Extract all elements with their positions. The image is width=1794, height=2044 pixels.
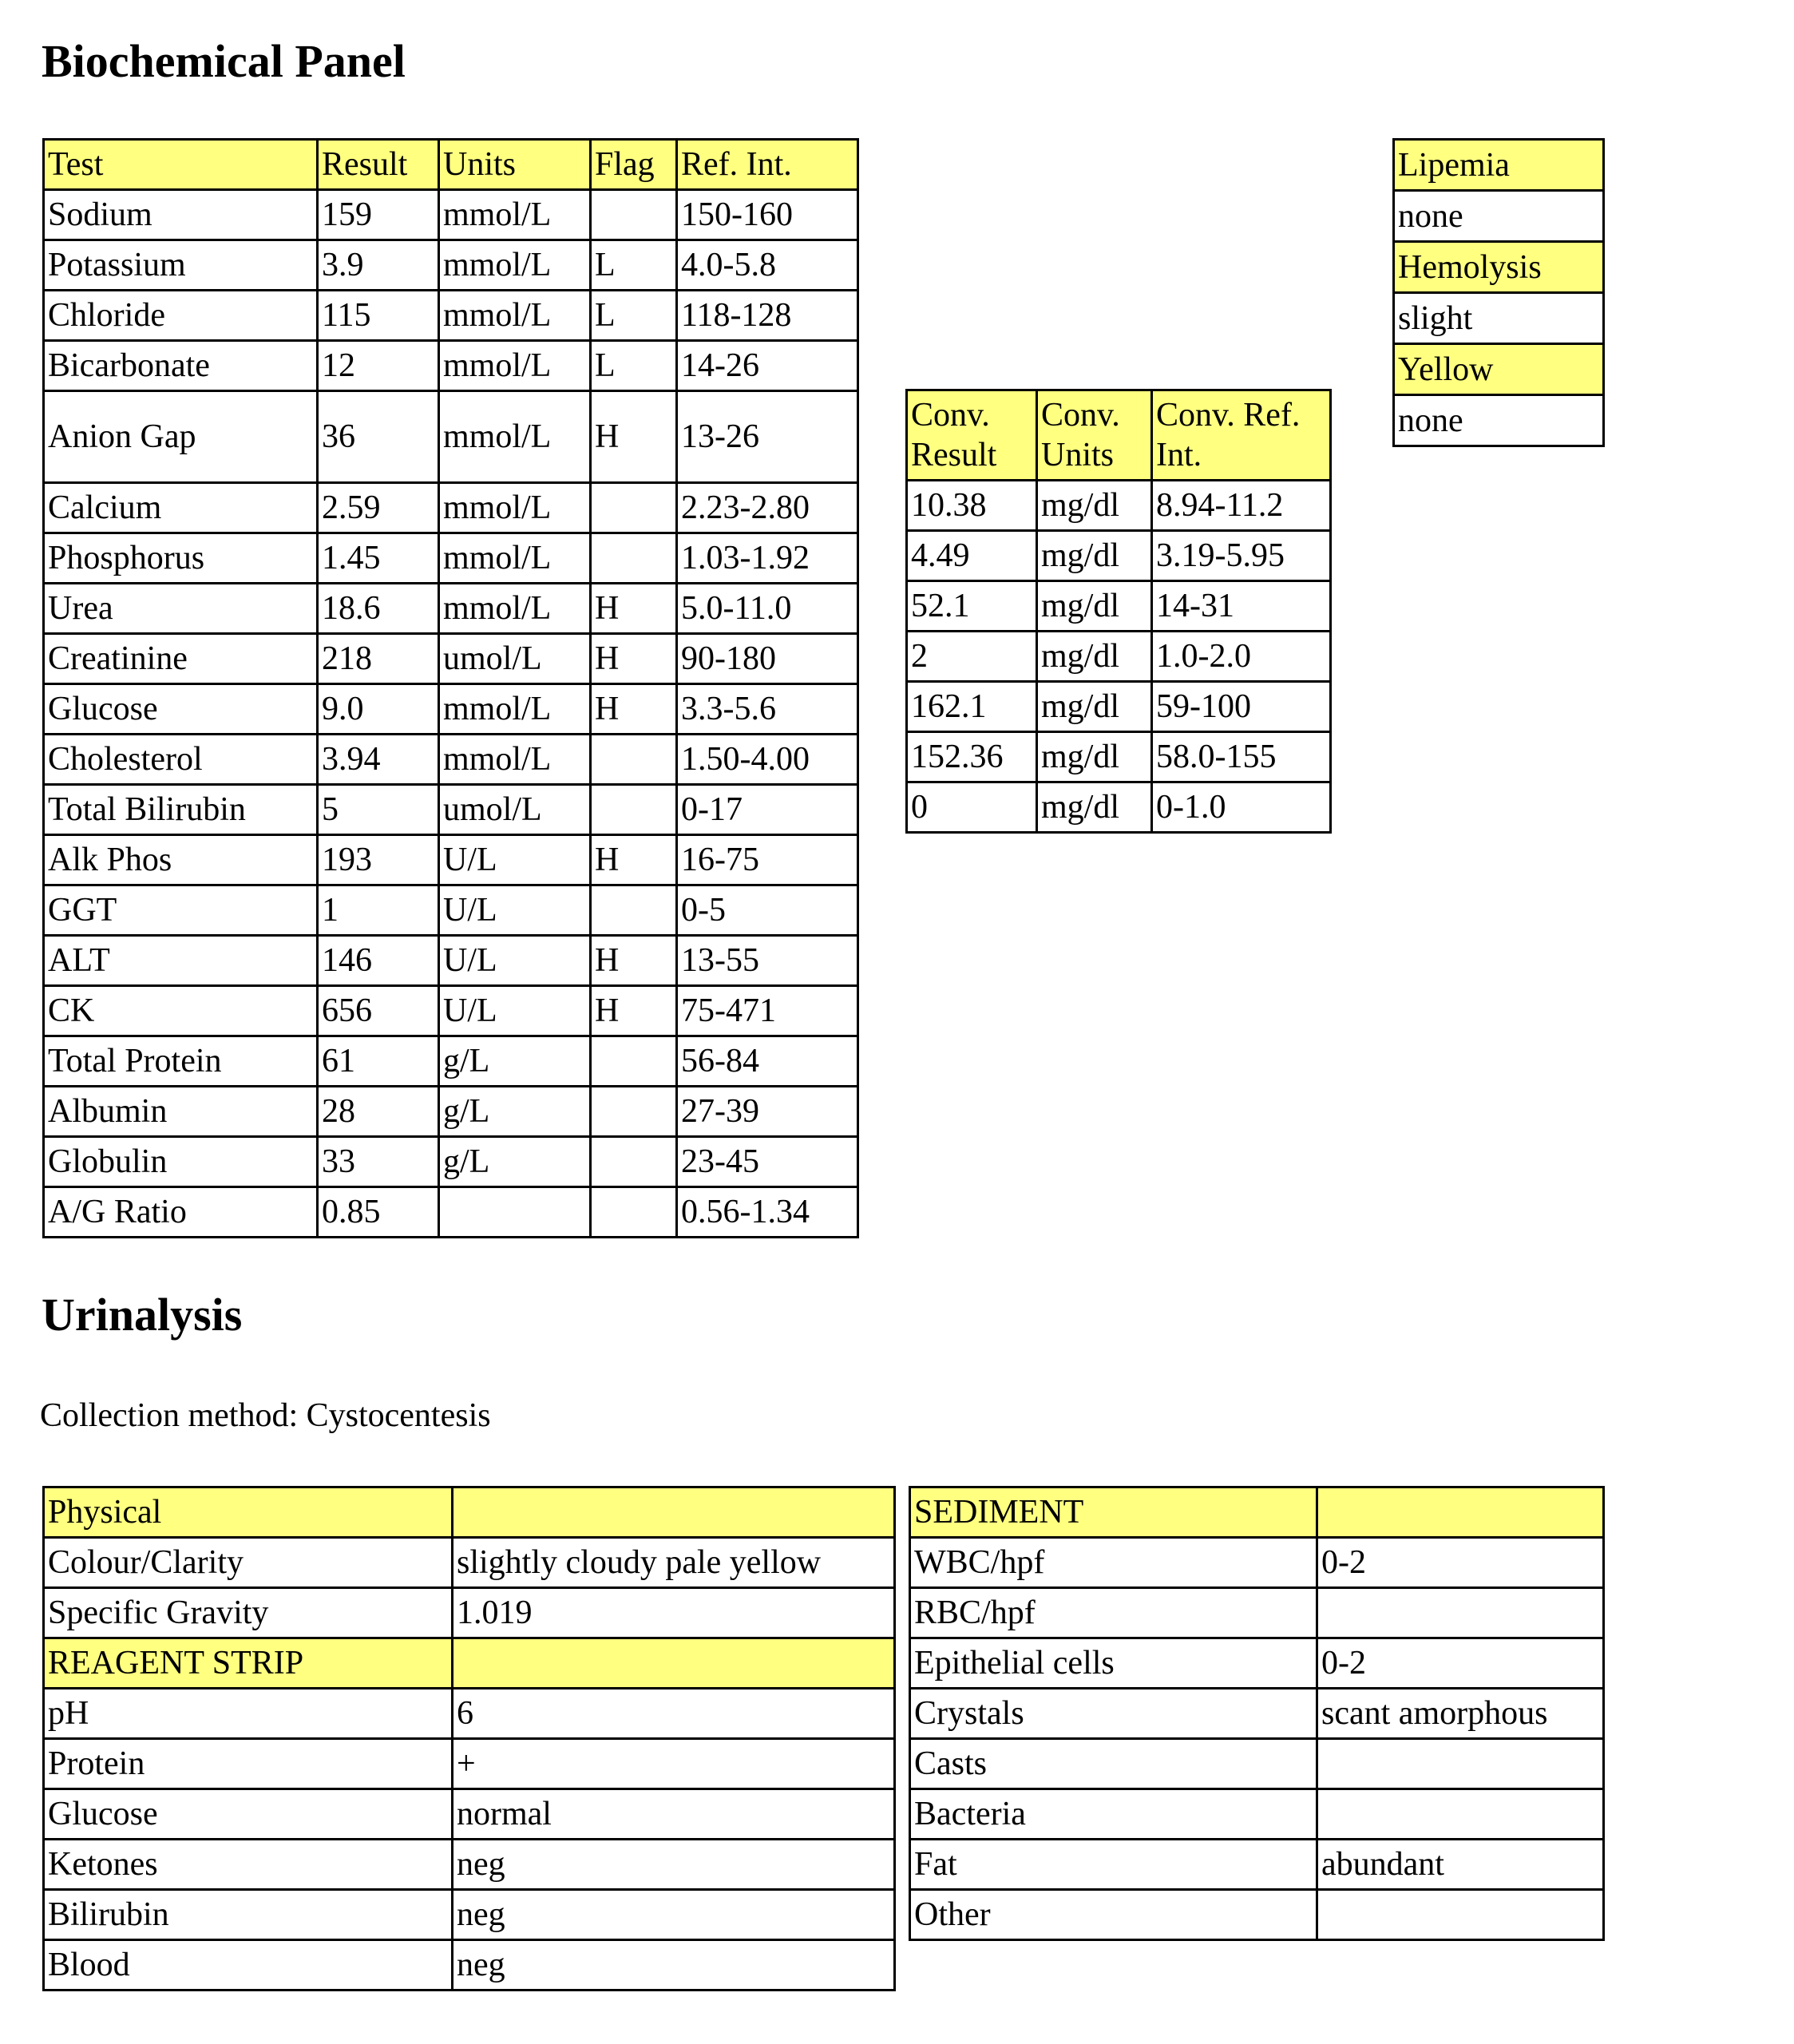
col-header-ref: Ref. Int. [677,140,858,190]
cell-conv-units: mg/dl [1037,481,1152,531]
serum-index-value-row [1394,191,1604,242]
cell-flag [591,735,677,785]
conv-table [905,389,1332,834]
biochem-row [44,1187,858,1238]
cell-units: umol/L [439,634,591,684]
cell-result: 1.45 [318,533,439,584]
cell-units: mmol/L [439,533,591,584]
cell-units: umol/L [439,785,591,835]
conv-row [907,782,1331,833]
cell-flag: H [591,835,677,885]
cell-ref: 13-55 [677,936,858,986]
cell-param: Protein [44,1739,453,1789]
cell-param: Casts [910,1739,1317,1789]
cell-conv-result: 152.36 [907,732,1037,782]
reagent-row [44,1739,895,1789]
reagent-row [44,1890,895,1940]
cell-result: 12 [318,341,439,391]
serum-index-value: none [1394,191,1604,242]
serum-index-label: Hemolysis [1394,242,1604,293]
cell-value [1317,1588,1604,1638]
cell-test: Anion Gap [44,391,318,483]
cell-ref: 23-45 [677,1137,858,1187]
cell-value: 0-2 [1317,1538,1604,1588]
cell-result: 3.94 [318,735,439,785]
cell-param: pH [44,1689,453,1739]
cell-units: U/L [439,986,591,1036]
cell-value: + [453,1739,895,1789]
col-header-test: Test [44,140,318,190]
cell-result: 1 [318,885,439,936]
cell-test: Glucose [44,684,318,735]
cell-flag [591,483,677,533]
cell-result: 115 [318,291,439,341]
biochem-row [44,190,858,240]
cell-test: Sodium [44,190,318,240]
conv-row [907,481,1331,531]
cell-test: Total Bilirubin [44,785,318,835]
cell-ref: 150-160 [677,190,858,240]
cell-conv-ref: 58.0-155 [1152,732,1331,782]
reagent-row [44,1789,895,1840]
cell-result: 193 [318,835,439,885]
sediment-header-row [910,1487,1604,1538]
sediment-row [910,1689,1604,1739]
cell-conv-result: 2 [907,632,1037,682]
cell-test: CK [44,986,318,1036]
col-header-conv-ref: Conv. Ref. Int. [1152,390,1331,481]
physical-row [44,1588,895,1638]
conv-row [907,732,1331,782]
serum-index-label-row [1394,140,1604,191]
cell-flag: H [591,936,677,986]
physical-header-row [44,1487,895,1538]
cell-conv-units: mg/dl [1037,732,1152,782]
cell-test: Albumin [44,1087,318,1137]
cell-result: 36 [318,391,439,483]
cell-flag: H [591,391,677,483]
cell-param: Crystals [910,1689,1317,1739]
cell-ref: 56-84 [677,1036,858,1087]
biochem-row [44,684,858,735]
cell-flag: L [591,341,677,391]
cell-test: Globulin [44,1137,318,1187]
cell-result: 159 [318,190,439,240]
cell-units: mmol/L [439,341,591,391]
serum-index-value: slight [1394,293,1604,344]
cell-conv-ref: 1.0-2.0 [1152,632,1331,682]
cell-result: 18.6 [318,584,439,634]
cell-flag [591,885,677,936]
section-header: SEDIMENT [910,1487,1317,1538]
cell-conv-ref: 8.94-11.2 [1152,481,1331,531]
sediment-row [910,1890,1604,1940]
cell-result: 218 [318,634,439,684]
cell-result: 9.0 [318,684,439,735]
biochem-header-row [44,140,858,190]
cell-value: abundant [1317,1840,1604,1890]
cell-result: 2.59 [318,483,439,533]
cell-flag [591,1036,677,1087]
biochem-row [44,291,858,341]
cell-param: Blood [44,1940,453,1991]
section-header: REAGENT STRIP [44,1638,453,1689]
cell-test: Chloride [44,291,318,341]
cell-units: g/L [439,1036,591,1087]
cell-conv-units: mg/dl [1037,682,1152,732]
cell-test: Total Protein [44,1036,318,1087]
cell-units: mmol/L [439,483,591,533]
cell-conv-ref: 0-1.0 [1152,782,1331,833]
urinalysis-title: Urinalysis [42,1289,243,1341]
cell-test: Creatinine [44,634,318,684]
cell-conv-units: mg/dl [1037,632,1152,682]
biochem-row [44,785,858,835]
cell-conv-units: mg/dl [1037,782,1152,833]
cell-result: 61 [318,1036,439,1087]
reagent-header-row [44,1638,895,1689]
cell-value: 6 [453,1689,895,1739]
cell-conv-result: 4.49 [907,531,1037,581]
cell-flag: L [591,240,677,291]
biochem-row [44,533,858,584]
urinalysis-sediment-table [909,1486,1605,1941]
serum-index-label-row [1394,344,1604,395]
sediment-row [910,1638,1604,1689]
cell-ref: 14-26 [677,341,858,391]
conv-row [907,682,1331,732]
cell-param: RBC/hpf [910,1588,1317,1638]
cell-test: Urea [44,584,318,634]
col-header-conv-result: Conv. Result [907,390,1037,481]
section-header-blank [453,1487,895,1538]
conv-row [907,531,1331,581]
cell-test: A/G Ratio [44,1187,318,1238]
biochem-row [44,341,858,391]
biochem-row [44,936,858,986]
reagent-row [44,1689,895,1739]
biochem-row [44,835,858,885]
cell-flag [591,1087,677,1137]
cell-flag [591,1187,677,1238]
cell-param: Specific Gravity [44,1588,453,1638]
cell-value: neg [453,1890,895,1940]
collection-method: Collection method: Cystocentesis [40,1397,491,1434]
cell-flag: H [591,584,677,634]
cell-result: 28 [318,1087,439,1137]
col-header-result: Result [318,140,439,190]
serum-index-label: Yellow [1394,344,1604,395]
biochem-row [44,634,858,684]
cell-units: g/L [439,1087,591,1137]
cell-result: 5 [318,785,439,835]
cell-value [1317,1789,1604,1840]
cell-value: normal [453,1789,895,1840]
section-header: Physical [44,1487,453,1538]
cell-ref: 27-39 [677,1087,858,1137]
cell-ref: 0-5 [677,885,858,936]
cell-test: ALT [44,936,318,986]
cell-value: neg [453,1940,895,1991]
cell-conv-result: 10.38 [907,481,1037,531]
cell-units: mmol/L [439,391,591,483]
cell-param: Ketones [44,1840,453,1890]
sediment-row [910,1538,1604,1588]
sediment-row [910,1840,1604,1890]
cell-conv-result: 162.1 [907,682,1037,732]
cell-value: scant amorphous [1317,1689,1604,1739]
cell-result: 3.9 [318,240,439,291]
serum-index-value-row [1394,395,1604,446]
cell-units: mmol/L [439,735,591,785]
cell-units: g/L [439,1137,591,1187]
cell-flag: H [591,986,677,1036]
cell-value [1317,1890,1604,1940]
cell-ref: 16-75 [677,835,858,885]
biochem-row [44,735,858,785]
conv-row [907,581,1331,632]
cell-ref: 2.23-2.80 [677,483,858,533]
serum-index-table [1392,138,1605,447]
cell-value [1317,1739,1604,1789]
biochem-row [44,1036,858,1087]
cell-value: neg [453,1840,895,1890]
conv-header-row [907,390,1331,481]
conv-row [907,632,1331,682]
cell-result: 146 [318,936,439,986]
biochem-table [42,138,859,1238]
cell-ref: 118-128 [677,291,858,341]
cell-conv-ref: 3.19-5.95 [1152,531,1331,581]
cell-param: WBC/hpf [910,1538,1317,1588]
cell-ref: 0.56-1.34 [677,1187,858,1238]
cell-units: U/L [439,936,591,986]
cell-units: mmol/L [439,190,591,240]
cell-flag [591,190,677,240]
cell-flag: H [591,684,677,735]
cell-conv-ref: 14-31 [1152,581,1331,632]
cell-units [439,1187,591,1238]
cell-units: mmol/L [439,240,591,291]
cell-conv-result: 52.1 [907,581,1037,632]
biochem-row [44,240,858,291]
cell-ref: 13-26 [677,391,858,483]
cell-conv-units: mg/dl [1037,581,1152,632]
cell-param: Epithelial cells [910,1638,1317,1689]
cell-test: Bicarbonate [44,341,318,391]
cell-ref: 90-180 [677,634,858,684]
cell-flag [591,785,677,835]
serum-index-label-row [1394,242,1604,293]
cell-test: Cholesterol [44,735,318,785]
cell-flag [591,1137,677,1187]
cell-test: Phosphorus [44,533,318,584]
cell-result: 0.85 [318,1187,439,1238]
cell-value: slightly cloudy pale yellow [453,1538,895,1588]
biochem-title: Biochemical Panel [42,35,406,87]
biochem-row [44,986,858,1036]
cell-param: Other [910,1890,1317,1940]
cell-test: GGT [44,885,318,936]
cell-units: mmol/L [439,584,591,634]
cell-ref: 5.0-11.0 [677,584,858,634]
cell-ref: 4.0-5.8 [677,240,858,291]
biochem-row [44,1087,858,1137]
cell-ref: 3.3-5.6 [677,684,858,735]
cell-param: Glucose [44,1789,453,1840]
urinalysis-physical-table [42,1486,896,1991]
cell-ref: 0-17 [677,785,858,835]
biochem-row [44,885,858,936]
cell-param: Bacteria [910,1789,1317,1840]
biochem-row [44,391,858,483]
cell-conv-result: 0 [907,782,1037,833]
cell-ref: 1.50-4.00 [677,735,858,785]
physical-row [44,1538,895,1588]
serum-index-value: none [1394,395,1604,446]
cell-result: 656 [318,986,439,1036]
cell-param: Fat [910,1840,1317,1890]
cell-flag: L [591,291,677,341]
sediment-row [910,1588,1604,1638]
col-header-flag: Flag [591,140,677,190]
biochem-row [44,584,858,634]
col-header-units: Units [439,140,591,190]
cell-units: U/L [439,885,591,936]
cell-value: 1.019 [453,1588,895,1638]
cell-test: Alk Phos [44,835,318,885]
col-header-conv-units: Conv. Units [1037,390,1152,481]
serum-index-value-row [1394,293,1604,344]
cell-result: 33 [318,1137,439,1187]
cell-units: mmol/L [439,684,591,735]
cell-value: 0-2 [1317,1638,1604,1689]
serum-index-label: Lipemia [1394,140,1604,191]
biochem-row [44,483,858,533]
cell-units: mmol/L [439,291,591,341]
cell-flag: H [591,634,677,684]
reagent-row [44,1940,895,1991]
reagent-row [44,1840,895,1890]
cell-test: Calcium [44,483,318,533]
cell-conv-units: mg/dl [1037,531,1152,581]
cell-ref: 1.03-1.92 [677,533,858,584]
cell-units: U/L [439,835,591,885]
sediment-row [910,1739,1604,1789]
cell-flag [591,533,677,584]
cell-ref: 75-471 [677,986,858,1036]
cell-param: Bilirubin [44,1890,453,1940]
cell-conv-ref: 59-100 [1152,682,1331,732]
cell-param: Colour/Clarity [44,1538,453,1588]
section-header-blank [453,1638,895,1689]
section-header-blank [1317,1487,1604,1538]
biochem-row [44,1137,858,1187]
cell-test: Potassium [44,240,318,291]
sediment-row [910,1789,1604,1840]
